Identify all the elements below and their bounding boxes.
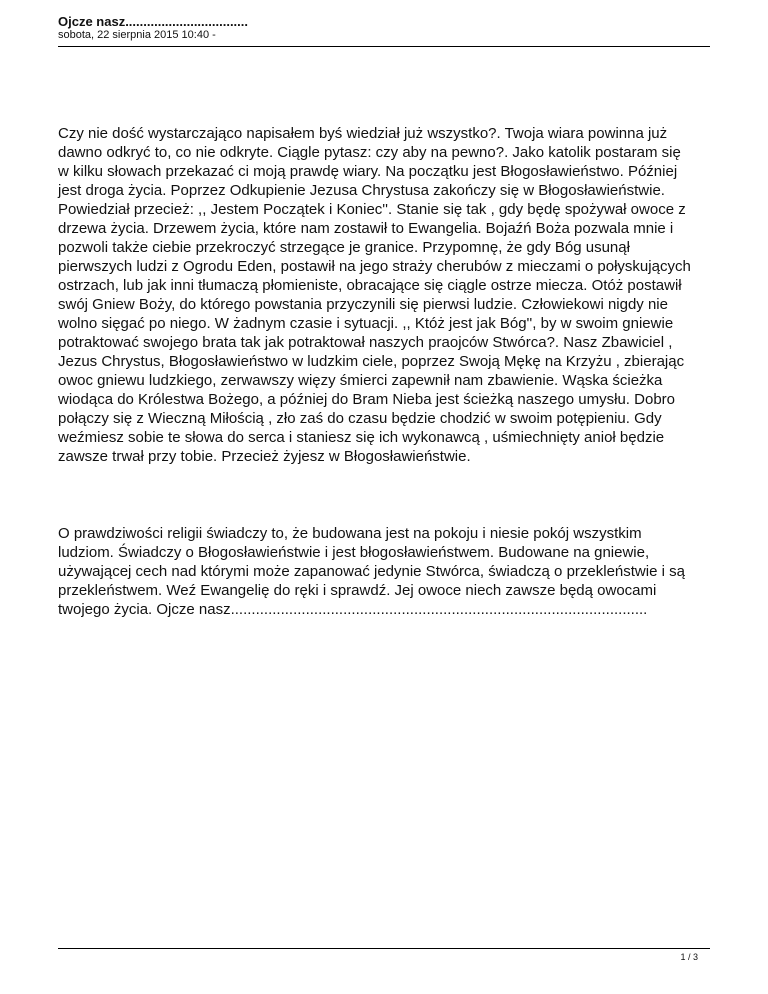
footer-divider: [58, 948, 710, 949]
document-date: sobota, 22 sierpnia 2015 10:40 -: [58, 29, 216, 41]
paragraph-1: Czy nie dość wystarczająco napisałem byś wiedział już wszystko?. Twoja wiara powinna już dawno odkryć to, co nie odkryte. Ciągle pytasz: czy aby na pewno?. Jako katolik postaram się w kilku słowach przekazać ci moją prawdę wiary. Na początku jest Błogosławieństwo. Później jest droga życia. Poprzez Odkupienie Jezusa Chrystusa zakończy się w Błogosławieństwie. Powiedział przecież: ,, Jestem Początek i Koniec''. Stanie się tak , gdy będę spożywał owoce z drzewa życia. Drzewem życia, które nam zostawił to Ewangelia. Bojaźń Boża pozwala mnie i pozwoli także ciebie przekroczyć strzegące je granice. Przypomnę, że gdy Bóg usunął pierwszych ludzi z Ogrodu Eden, postawił na jego straży cherubów z mieczami o połyskujących ostrzach, lub jak inni tłumaczą płomieniste, obracające się ciągle ostrze miecza. Otóż postawił swój Gniew Boży, do którego powstania przyczynili się pierwsi ludzie. Człowiekowi nigdy nie wolno sięgać po niego. W żadnym czasie i sytuacji. ,, Któż jest jak Bóg'', by w swoim gniewie potraktować swojego brata tak jak potraktował naszych praojców Stwórca?. Nasz Zbawiciel , Jezus Chrystus, Błogosławieństwo w ludzkim ciele, poprzez Swoją Mękę na Krzyżu , zbierając owoc gniewu ludzkiego, zerwawszy więzy śmierci zapewnił nam zbawienie. Wąska ścieżka wiodąca do Królestwa Bożego, a później do Bram Nieba jest ścieżką naszego umysłu. Dobro połączy się z Wieczną Miłością , zło zaś do czasu będzie chodzić w swoim potępieniu. Gdy weźmiesz sobie te słowa do serca i staniesz się ich wykonawcą , uśmiechnięty anioł będzie zawsze trwał przy tobie. Przecież żyjesz w Błogosławieństwie.: [58, 125, 691, 465]
document-title: Ojcze nasz..................................: [58, 14, 248, 29]
paragraph-spacer: [58, 466, 718, 524]
page-header: [58, 14, 710, 42]
document-body: [58, 124, 718, 619]
page-number: 1 / 3: [680, 952, 698, 962]
paragraph-2: O prawdziwości religii świadczy to, że budowana jest na pokoju i niesie pokój wszystkim ludziom. Świadczy o Błogosławieństwie i jest błogosławieństwem. Budowane na gniewie, używającej cech nad którymi może zapanować jedynie Stwórca, świadczą o przekleństwie i są przekleństwem. Weź Ewangelię do ręki i sprawdź. Jej owoce niech zawsze będą owocami twojego życia. Ojcze nasz....................................................................................................: [58, 525, 685, 618]
header-divider: [58, 46, 710, 47]
